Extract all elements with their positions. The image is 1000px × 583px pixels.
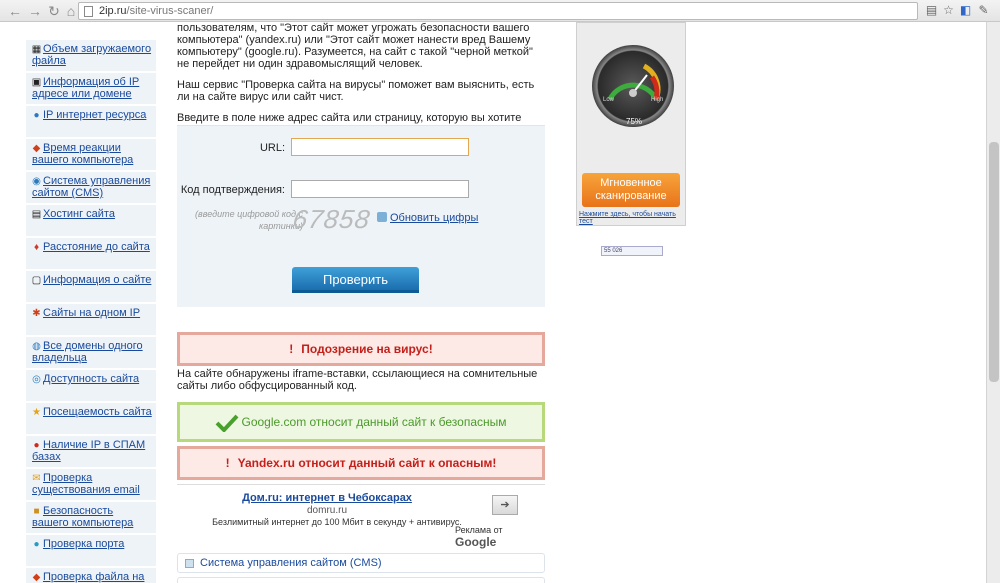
sidebar-item-availability[interactable] [26,370,156,402]
cms-icon: ◉ [32,176,41,187]
browser-toolbar [0,0,1000,22]
captcha-input[interactable] [291,180,469,198]
sidebar-item-label[interactable]: Хостинг сайта [43,208,115,220]
instant-scan-button[interactable]: Мгновенное сканирование [582,173,680,207]
start-test-link[interactable]: Нажмите здесь, чтобы начать тест [579,211,676,225]
forward-arrow-icon[interactable]: → [28,3,42,19]
sidebar-item-security[interactable] [26,502,156,534]
spam-icon: ● [33,440,40,451]
yandex-status-alert [177,446,545,480]
same-ip-icon: ✱ [32,308,41,319]
sidebar-item-distance[interactable] [26,238,156,270]
address-url: 2ip.ru/site-virus-scaner/ [99,5,214,17]
page-scrollbar[interactable] [986,22,1000,583]
location-pin-icon: ♦ [33,242,40,253]
refresh-icon[interactable] [377,212,387,222]
visit-counter[interactable]: 55 026 [601,246,663,256]
sidebar-item-domains-owner[interactable] [26,337,156,369]
wrench-icon[interactable]: ✎ [978,3,989,17]
reload-icon[interactable]: ↻ [48,3,60,19]
hosting-icon: ▤ [31,209,42,220]
ad-attribution: Реклама от Google [455,525,503,549]
sidebar-item-file-check[interactable] [26,568,156,583]
gauge-dial [592,45,674,127]
code-label: Код подтверждения: [180,184,285,196]
intro-paragraph: Введите в поле ниже адрес сайта или страницу, которую вы хотите [177,112,522,124]
sidebar-item-same-ip[interactable] [26,304,156,336]
ad-domain: domru.ru [306,505,347,516]
sidebar-item-label[interactable]: Расстояние до сайта [43,241,150,253]
bookmark-star-icon[interactable]: ☆ [943,3,954,17]
ad-description: Безлимитный интернет до 100 Мбит в секунду + антивирус. [212,517,462,527]
site-info-icon: ▢ [31,275,42,286]
sidebar-item-label[interactable]: IP интернет ресурса [43,109,147,121]
sidebar-item-email[interactable] [26,469,156,501]
url-label: URL: [259,142,285,154]
address-bar[interactable] [78,2,918,20]
sidebar-item-label[interactable]: Посещаемость сайта [43,406,152,418]
suspicion-text: Подозрение на вирус! [301,342,433,356]
sidebar-item-ip-resource[interactable] [26,106,156,138]
scan-form [177,125,545,307]
sidebar-item-label[interactable]: Информация об IP адресе или домене [32,76,140,100]
sidebar-item-label[interactable]: Система управления сайтом (CMS) [32,175,151,199]
sidebar-item-spam[interactable] [26,436,156,468]
sidebar-item-label[interactable]: Безопасность вашего компьютера [32,505,134,529]
intro-paragraph: Наш сервис "Проверка сайта на вирусы" поможет вам выяснить, есть ли на сайте вирус или сайт чист. [177,79,535,103]
sidebar-item-label[interactable]: Все домены одного владельца [32,340,143,364]
sidebar-item-label[interactable]: Проверка порта [43,538,125,550]
warning-icon: ! [289,342,294,356]
url-input[interactable] [291,138,469,156]
home-icon[interactable]: ⌂ [66,3,76,19]
file-check-icon: ◆ [32,572,41,583]
sidebar-item-ip-info[interactable] [26,73,156,105]
port-icon: ● [33,539,40,550]
page-icon [84,6,93,17]
captcha-image: 67858 [290,204,373,234]
lock-icon: ■ [33,506,40,517]
availability-icon: ◎ [32,374,41,385]
ad-arrow-icon[interactable]: ➔ [492,495,518,515]
list-item[interactable] [177,577,545,583]
scan-note: На сайте обнаружены iframe-вставки, ссылающиеся на сомнительные сайты либо обфусцированный код. [177,368,538,392]
sidebar-item-label[interactable]: Информация о сайте [43,274,152,286]
text-ad[interactable] [177,484,545,549]
ip-resource-icon: ● [33,110,40,121]
check-button[interactable]: Проверить [292,267,419,293]
warning-icon: ! [225,456,230,470]
scrollbar-thumb[interactable] [989,142,999,382]
sidebar-item-cms[interactable] [26,172,156,204]
cms-icon [185,559,194,568]
sidebar-item-port[interactable] [26,535,156,567]
intro-paragraph: пользователям, что "Этот сайт может угрожать безопасности вашего компьютера" (yandex.ru) или "Этот сайт может нанести вред Вашему компьютеру" (google.ru). Разумеется, на сайт с такой "черной меткой" не перейдет ни один здравомыслящий человек. [177,22,533,70]
page-action-icon[interactable]: ▤ [925,3,938,17]
sidebar-item-label[interactable]: Сайты на одном IP [43,307,141,319]
back-arrow-icon[interactable]: ← [8,3,22,19]
sidebar-item-label[interactable]: Проверка существования email [32,472,140,496]
sidebar-item-label[interactable]: Проверка файла на [43,571,145,583]
sidebar-item-hosting[interactable] [26,205,156,237]
refresh-captcha-link[interactable]: Обновить цифры [390,212,479,224]
google-status-alert [177,402,545,442]
file-size-icon: ▦ [31,44,42,55]
star-icon: ★ [32,407,41,418]
email-icon: ✉ [32,473,41,484]
reaction-time-icon: ◆ [32,143,41,154]
sidebar-item-traffic[interactable] [26,403,156,435]
virus-suspicion-alert [177,332,545,366]
list-item-label[interactable]: Система управления сайтом (CMS) [200,557,382,569]
sidebar-item-label[interactable]: Наличие IP в СПАМ базах [32,439,146,463]
antivirus-banner[interactable] [576,22,686,226]
ip-info-icon: ▣ [31,77,42,88]
list-item[interactable] [177,553,545,573]
google-status-text: Google.com относит данный сайт к безопасным [241,415,507,429]
gauge-icon [592,45,674,127]
yandex-status-text: Yandex.ru относит данный сайт к опасным! [237,456,497,470]
sidebar-item-label[interactable]: Объем загружаемого файла [32,43,152,67]
sidebar-item-site-info[interactable] [26,271,156,303]
sidebar-item-label[interactable]: Время реакции вашего компьютера [32,142,134,166]
google-logo: Google [455,535,497,549]
gauge-high-label: High [651,97,664,103]
captcha-hint: (введите цифровой код с картинки) [195,209,304,231]
gauge-low-label: Low [603,97,615,103]
sidebar [26,22,158,583]
sidebar-item-file-size[interactable] [26,40,156,72]
domains-owner-icon: ◍ [32,341,41,352]
sidebar-item-label[interactable]: Доступность сайта [43,373,140,385]
checkmark-icon [215,414,239,432]
gauge-percent: 75% [626,117,643,126]
sidebar-item-reaction-time[interactable] [26,139,156,171]
ad-title-link[interactable]: Дом.ru: интернет в Чебоксарах [242,492,412,504]
extension-icon[interactable]: ◧ [959,3,972,17]
